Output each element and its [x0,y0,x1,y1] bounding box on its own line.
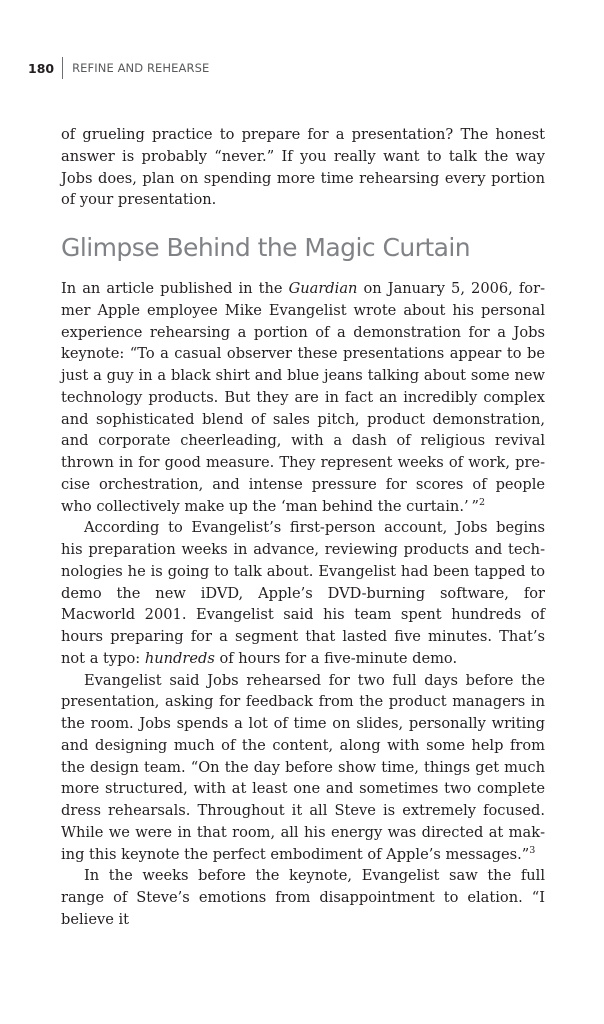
paragraph-1-text-a: In an article published in the [61,280,289,297]
intro-paragraph: of grueling practice to prepare for a presentation? The honest answer is probably “never.” If you really want to talk the way Jobs does, plan on spending more time rehearsing every portion of your presentation. [61,126,545,209]
running-head: REFINE AND REHEARSE [72,61,210,75]
paragraph-3 [61,670,545,866]
page-body [61,124,545,931]
paragraph-4: In the weeks before the keynote, Evangelist saw the full range of Steve’s emotions from disappointment to elation. “I believe it [61,867,545,928]
section-heading: Glimpse Behind the Magic Curtain [61,233,471,262]
emphasis-hundreds: hundreds [144,649,215,667]
paragraph-2-text-a: According to Evangelist’s first-person account, Jobs begins his preparation weeks in advance, reviewing products and technologies he is going to talk about. Evangelist had been tapped to demo the new iDVD, Apple’s DVD-burning software, for Macworld 2001. Evangelist said his team spent hundreds of hours preparing for a segment that lasted five minutes. That’s not a typo: [61,519,545,667]
footnote-ref-2: 2 [478,496,486,508]
publication-title: Guardian [288,280,358,297]
paragraph-2-text-b: of hours for a five-minute demo. [214,649,458,667]
header-divider [62,57,63,79]
paragraph-3-text: Evangelist said Jobs rehearsed for two full days before the presentation, asking for feedback from the product managers in the room. Jobs spends a lot of time on slides, personally writing and designing much of the content, along with some help from the design team. “On the day before show time, things get much more structured, with at least one and sometimes two complete dress rehearsals. Throughout it all Steve is extremely focused. While we were in that room, all his energy was directed at making this keynote the perfect embodiment of Apple’s messages.” [61,671,545,863]
page-number: 180 [28,60,55,76]
footnote-ref-3: 3 [529,844,536,856]
paragraph-2 [61,517,545,669]
page-header [28,57,209,79]
paragraph-1 [61,278,545,517]
paragraph-1-text-b: on January 5, 2006, former Apple employee Mike Evangelist wrote about his personal experience rehearsing a portion of a demonstration for a Jobs keynote: “To a casual observer these presentations appear to be just a guy in a black shirt and blue jeans talking about some new technology products. But they are in fact an incredibly complex and sophisticated blend of sales pitch, product demonstration, and corporate cheerleading, with a dash of religious revival thrown in for good measure. They represent weeks of work, precise orchestration, and intense pressure for scores of people who collectively make up the ‘man behind the curtain.’ ” [61,280,545,515]
